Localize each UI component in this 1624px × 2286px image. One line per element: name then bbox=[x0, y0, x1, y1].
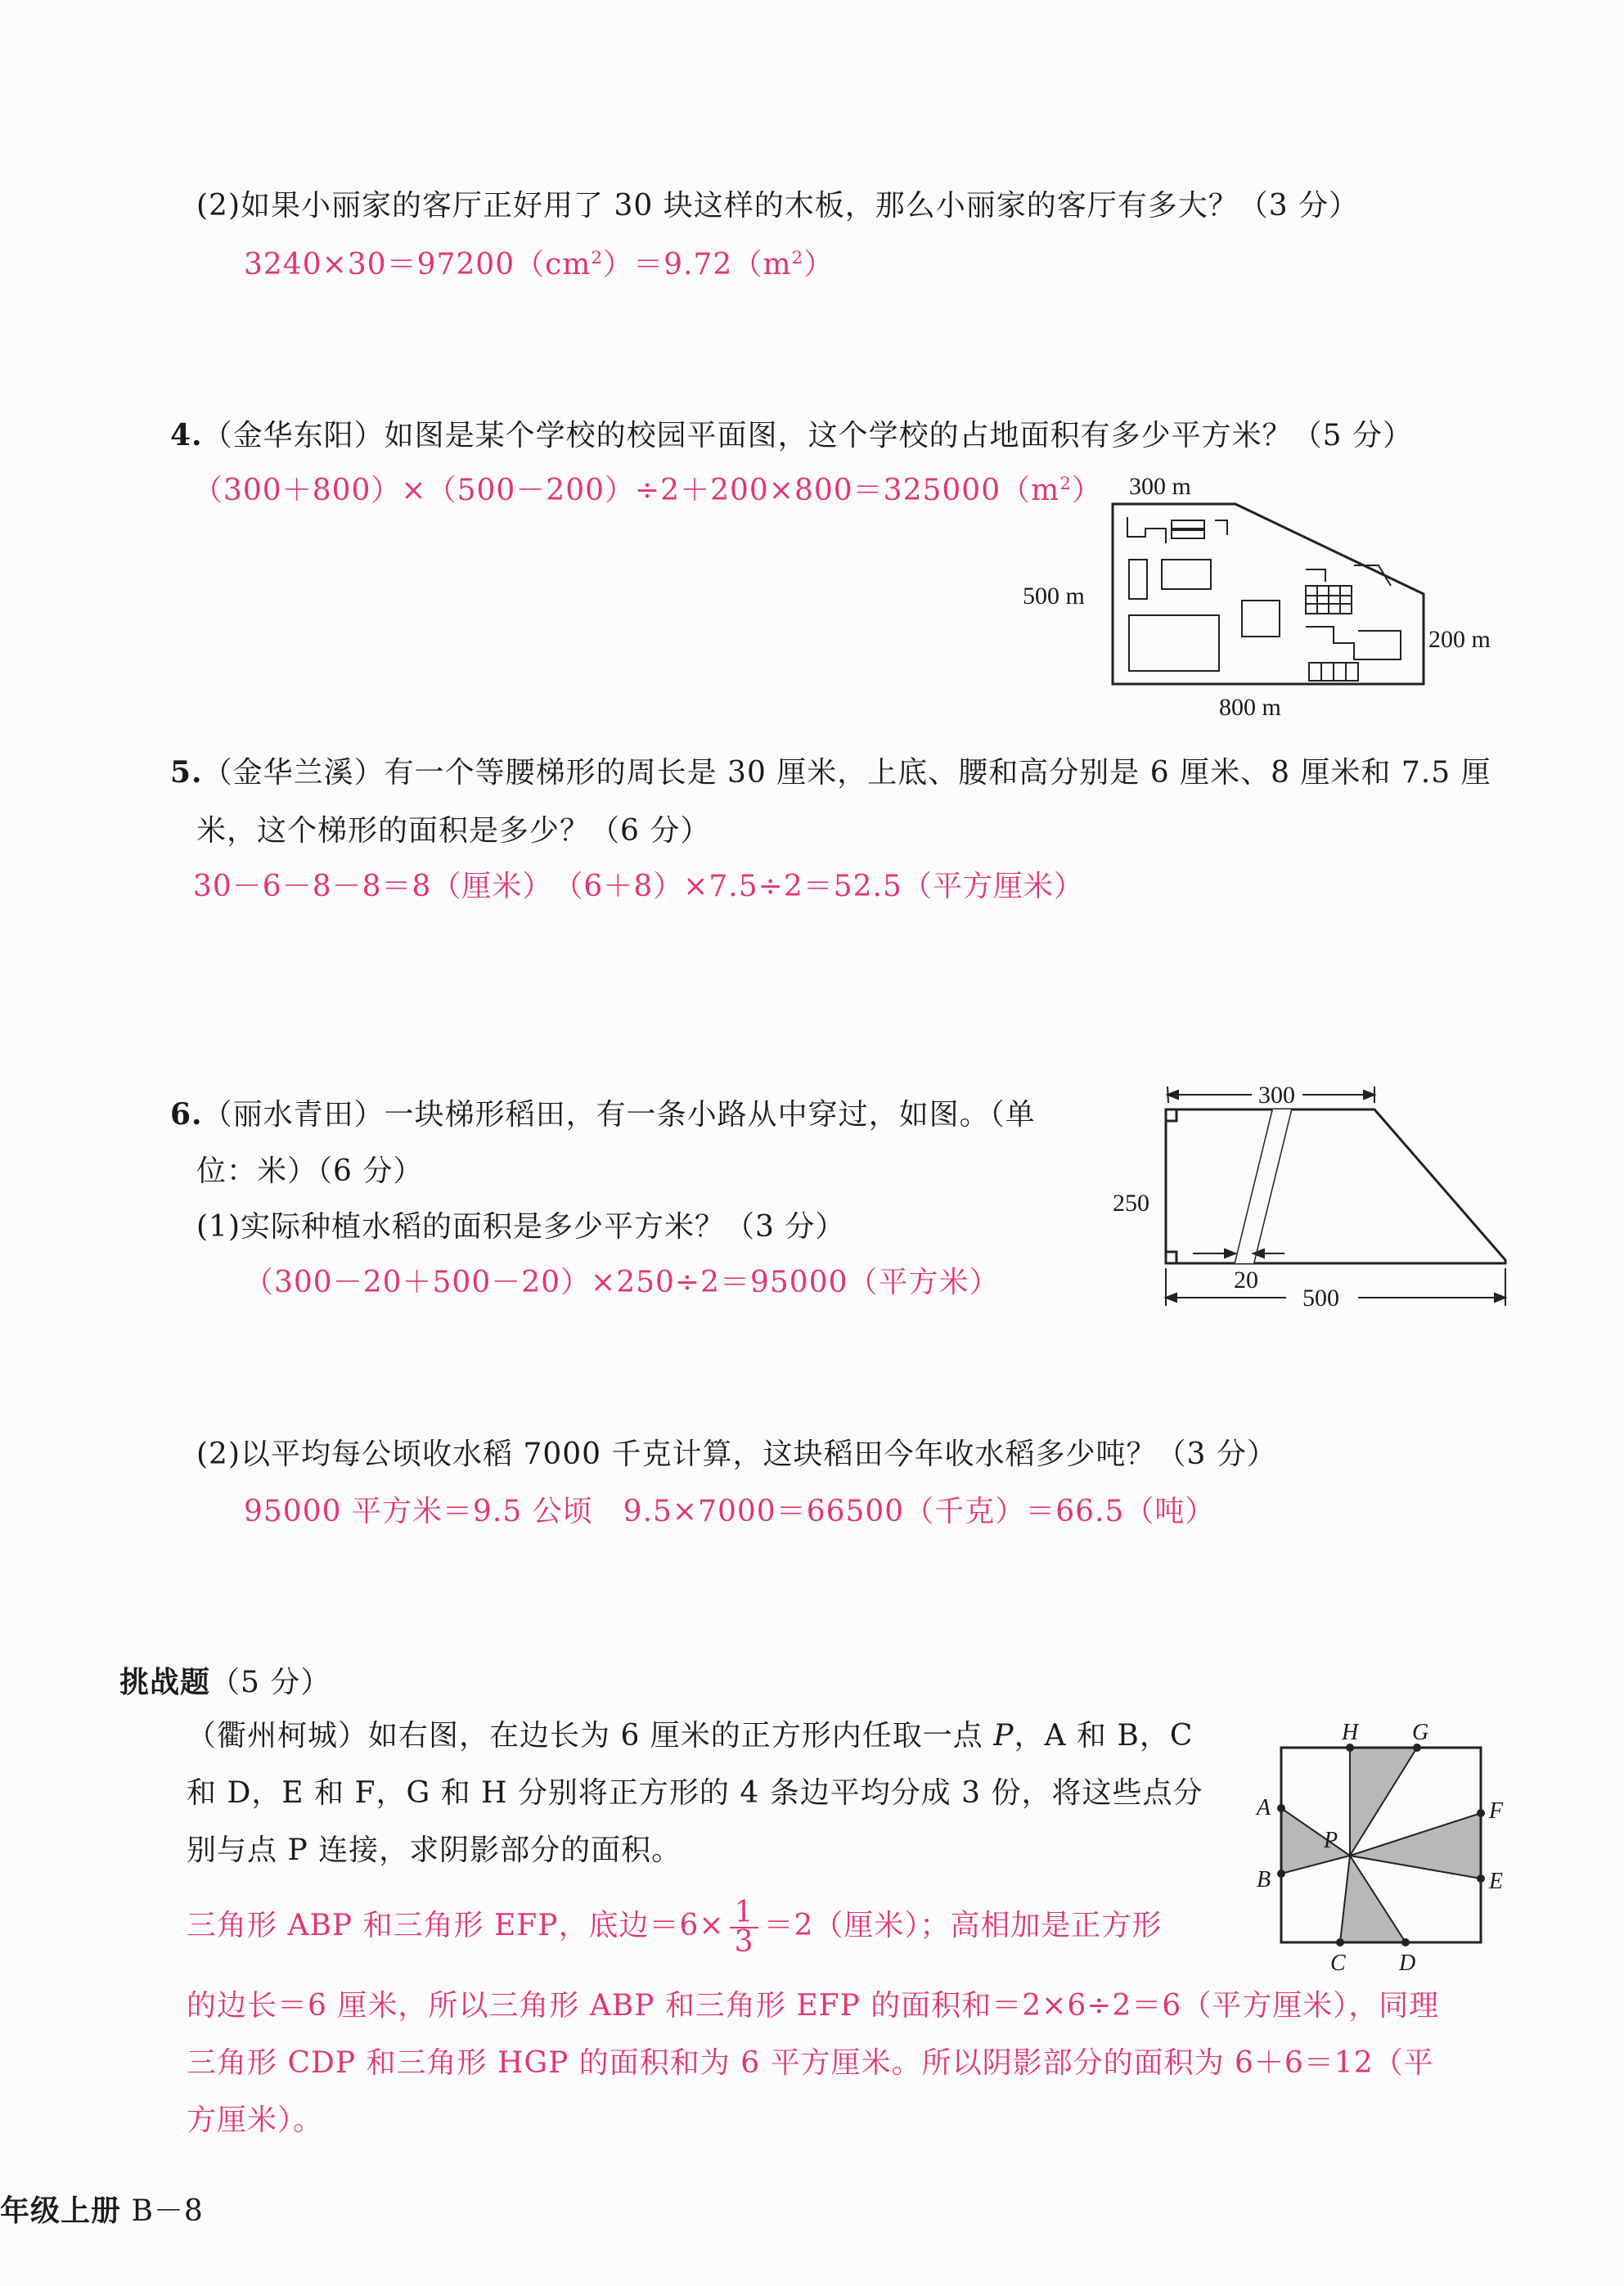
label-B: B bbox=[1257, 1867, 1271, 1892]
q4-question: 4.（金华东阳）如图是某个学校的校园平面图，这个学校的占地面积有多少平方米？（5 分） bbox=[170, 418, 1413, 452]
campus-left-label: 500 m bbox=[1023, 583, 1085, 610]
campus-plan-figure bbox=[1023, 463, 1522, 728]
q5-line1: 5.（金华兰溪）有一个等腰梯形的周长是 30 厘米，上底、腰和高分别是 6 厘米、8 厘米和 7.5 厘 bbox=[170, 755, 1491, 790]
label-C: C bbox=[1330, 1951, 1346, 1976]
field-path-label: 20 bbox=[1234, 1267, 1258, 1294]
challenge-answer-line3: 三角形 CDP 和三角形 HGP 的面积和为 6 平方厘米。所以阴影部分的面积为 6＋6＝12（平 bbox=[187, 2046, 1434, 2080]
q3-answer: $3240\times 30=97200(cm^2)=9.72(m^2)$ bbox=[244, 248, 834, 281]
one-third-fraction: $\frac{1}{3}$ bbox=[730, 1899, 759, 1956]
label-A: A bbox=[1257, 1795, 1271, 1820]
campus-top-label: 300 m bbox=[1129, 473, 1191, 500]
challenge-title: 挑战题（5 分） bbox=[119, 1665, 331, 1699]
q6-line1: 6.（丽水青田）一块梯形稻田，有一条小路从中穿过，如图。（单 bbox=[170, 1097, 1036, 1132]
q4-answer: $(300+800)\times(500-200)\div 2+200\times 800=325000(m^2)$ bbox=[193, 474, 1103, 507]
q5-answer: 30－6－8－8＝8（厘米） （6＋8）×7.5÷2＝52.5（平方厘米） bbox=[193, 870, 1084, 903]
q6-part2: (2)以平均每公顷收水稻 7000 千克计算，这块稻田今年收水稻多少吨？（3 分） bbox=[196, 1438, 1277, 1471]
challenge-line2: 和 D，E 和 F，G 和 H 分别将正方形的 4 条边平均分成 3 份，将这些点分 bbox=[187, 1776, 1203, 1810]
field-height-label: 250 bbox=[1113, 1190, 1149, 1217]
campus-right-label: 200 m bbox=[1428, 626, 1491, 653]
q6-part1: (1)实际种植水稻的面积是多少平方米？（3 分） bbox=[196, 1210, 846, 1244]
challenge-line3: 别与点 P 连接，求阴影部分的面积。 bbox=[187, 1834, 682, 1867]
q3-part2: (2)如果小丽家的客厅正好用了 30 块这样的木板，那么小丽家的客厅有多大？（3 分） bbox=[196, 189, 1360, 223]
page-footer: 年级上册 B－8 bbox=[0, 2194, 204, 2228]
q6-answer1: （300－20＋500－20）×250÷2＝95000（平方米） bbox=[244, 1266, 1000, 1299]
challenge-answer-line1: 三角形 ABP 和三角形 EFP，底边＝6× $\frac{1}{3}$ ＝2（厘米）；高相加是正方形 bbox=[187, 1896, 1163, 1959]
label-D: D bbox=[1399, 1951, 1416, 1976]
q5-line2: 米，这个梯形的面积是多少？（6 分） bbox=[196, 814, 711, 848]
label-G: G bbox=[1412, 1720, 1429, 1745]
rice-field-figure bbox=[1113, 1078, 1522, 1327]
field-top-label: 300 bbox=[1258, 1082, 1295, 1109]
page-number: B－8 bbox=[131, 2194, 204, 2228]
campus-bottom-label: 800 m bbox=[1219, 694, 1281, 721]
field-bottom-label: 500 bbox=[1302, 1285, 1339, 1312]
challenge-line1: （衢州柯城）如右图，在边长为 6 厘米的正方形内任取一点 P，A 和 B，C bbox=[187, 1719, 1194, 1753]
label-F: F bbox=[1489, 1798, 1504, 1824]
label-H: H bbox=[1342, 1720, 1359, 1745]
q6-answer2: 95000 平方米＝9.5 公顷 9.5×7000＝66500（千克）＝66.5（吨） bbox=[244, 1495, 1216, 1528]
square-figure bbox=[1235, 1710, 1514, 1983]
label-E: E bbox=[1489, 1869, 1504, 1894]
challenge-answer-line2: 的边长＝6 厘米，所以三角形 ABP 和三角形 EFP 的面积和＝2×6÷2＝6（平方厘米），同理 bbox=[187, 1989, 1440, 2023]
label-P: P bbox=[1324, 1828, 1338, 1853]
q6-line2: 位：米）（6 分） bbox=[196, 1154, 424, 1188]
challenge-answer-line4: 方厘米）。 bbox=[187, 2104, 324, 2137]
